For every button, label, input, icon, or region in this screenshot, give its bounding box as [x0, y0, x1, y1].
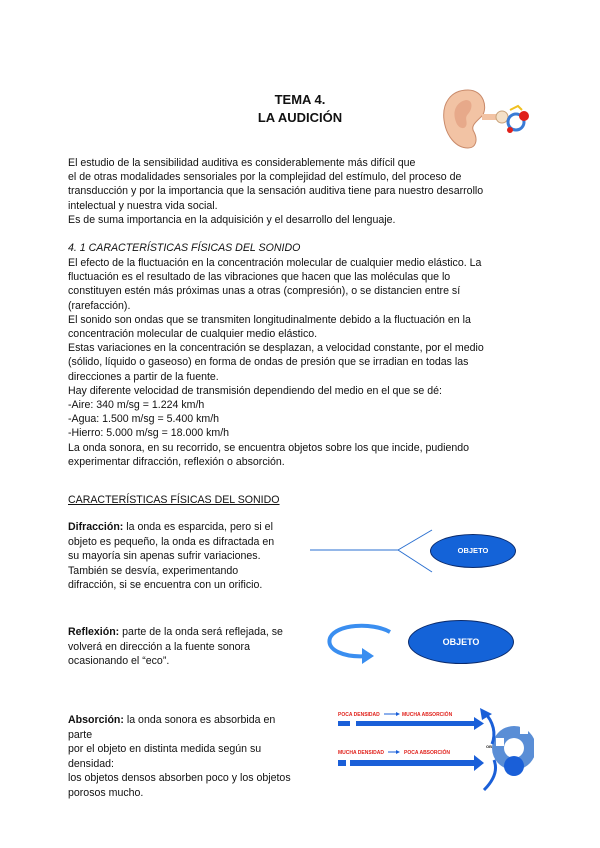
absorption-row2-left: MUCHA DENSIDAD [338, 750, 384, 756]
body-line: (rarefacción). [68, 299, 131, 312]
body-line: concentración molecular de cualquier medio elástico. [68, 328, 318, 341]
ear-illustration [438, 86, 532, 152]
intro-line: El estudio de la sensibilidad auditiva es considerablemente más difícil que [68, 157, 416, 169]
absorption-line: los objetos densos absorben poco y los objetos [68, 772, 291, 785]
body-line: (sólido, líquido o gaseoso) en forma de ondas de presión que se irradian en todas las [68, 356, 469, 369]
body-line: El efecto de la fluctuación en la concentración molecular de cualquier medio elástico. La [68, 257, 482, 269]
diffraction-object-oval: OBJETO [430, 534, 516, 568]
diffraction-line: la onda es esparcida, pero si el [123, 521, 273, 533]
body-line: constituyen estén más próximas unas a otras (compresión), o se distancien entre sí [68, 285, 461, 298]
diffraction-line: su mayoría sin apenas sufrir variaciones. [68, 550, 261, 563]
diffraction-line: objeto es pequeño, la onda es difractada en [68, 535, 275, 548]
diffraction-lines-diagram [306, 520, 436, 580]
absorption-tiny-label: OB [486, 744, 492, 749]
body-line: La onda sonora, en su recorrido, se encuentra objetos sobre los que incide, pudiendo [68, 441, 470, 454]
reflection-line: ocasionando el “eco”. [68, 655, 170, 668]
body-line: experimentar difracción, reflexión o absorción. [68, 455, 285, 468]
absorption-row1-right: MUCHA ABSORCIÓN [402, 712, 453, 718]
intro-line: intelectual y nuestra vida social. [68, 199, 218, 212]
diffraction-text [68, 520, 300, 593]
reflection-line: parte de la onda será reflejada, se [119, 626, 283, 638]
page-title-line2: LA AUDICIÓN [257, 110, 343, 125]
page-title-line1: TEMA 4. [274, 92, 326, 107]
body-line: Estas variaciones en la concentración se desplazan, a velocidad constante, por el medio [68, 342, 484, 355]
section1-paragraph [68, 256, 538, 469]
intro-line: el de otras modalidades sensoriales por la complejidad del estímulo, del proceso de [68, 171, 462, 184]
intro-line: transducción y por la importancia que la sensación auditiva tiene para nuestro desarrollo [68, 185, 484, 198]
absorption-line: porosos mucho. [68, 786, 144, 799]
body-line: Hay diferente velocidad de transmisión dependiendo del medio en el que se dé: [68, 384, 442, 397]
diffraction-line: También se desvía, experimentando [68, 564, 239, 577]
diffraction-line: difracción, si se encuentra con un orificio. [68, 579, 263, 592]
reflection-object-oval: OBJETO [408, 620, 514, 664]
diffraction-term: Difracción: [68, 521, 124, 533]
absorption-line: la onda sonora es absorbida en parte [68, 714, 276, 741]
speed-water-line: -Agua: 1.500 m/sg = 5.400 km/h [68, 413, 220, 426]
absorption-term: Absorción: [68, 714, 124, 726]
absorption-line: por el objeto en distinta medida según su densidad: [68, 743, 262, 770]
intro-line: Es de suma importancia en la adquisición y el desarrollo del lenguaje. [68, 213, 396, 226]
reflection-text [68, 625, 300, 669]
reflection-arrow-icon [322, 620, 412, 668]
intro-paragraph [68, 156, 538, 227]
body-line: fluctuación es el resultado de las vibraciones que hacen que las moléculas que lo [68, 271, 451, 284]
speed-air-line: -Aire: 340 m/sg = 1.224 km/h [68, 399, 205, 412]
body-line: direcciones a partir de la fuente. [68, 370, 219, 383]
absorption-diagram [334, 704, 534, 792]
reflection-line: volverá en dirección a la fuente sonora [68, 640, 250, 653]
reflection-term: Reflexión: [68, 626, 120, 638]
section-heading-underlined: CARACTERÍSTICAS FÍSICAS DEL SONIDO [68, 494, 280, 506]
absorption-row1-left: POCA DENSIDAD [338, 712, 380, 718]
absorption-text [68, 713, 300, 801]
section-heading-italic: 4. 1 CARACTERÍSTICAS FÍSICAS DEL SONIDO [68, 242, 301, 254]
body-line: El sonido son ondas que se transmiten longitudinalmente debido a la fluctuación en la [68, 313, 471, 326]
absorption-row2-right: POCA ABSORCIÓN [404, 750, 451, 756]
speed-iron-line: -Hierro: 5.000 m/sg = 18.000 km/h [68, 427, 230, 440]
